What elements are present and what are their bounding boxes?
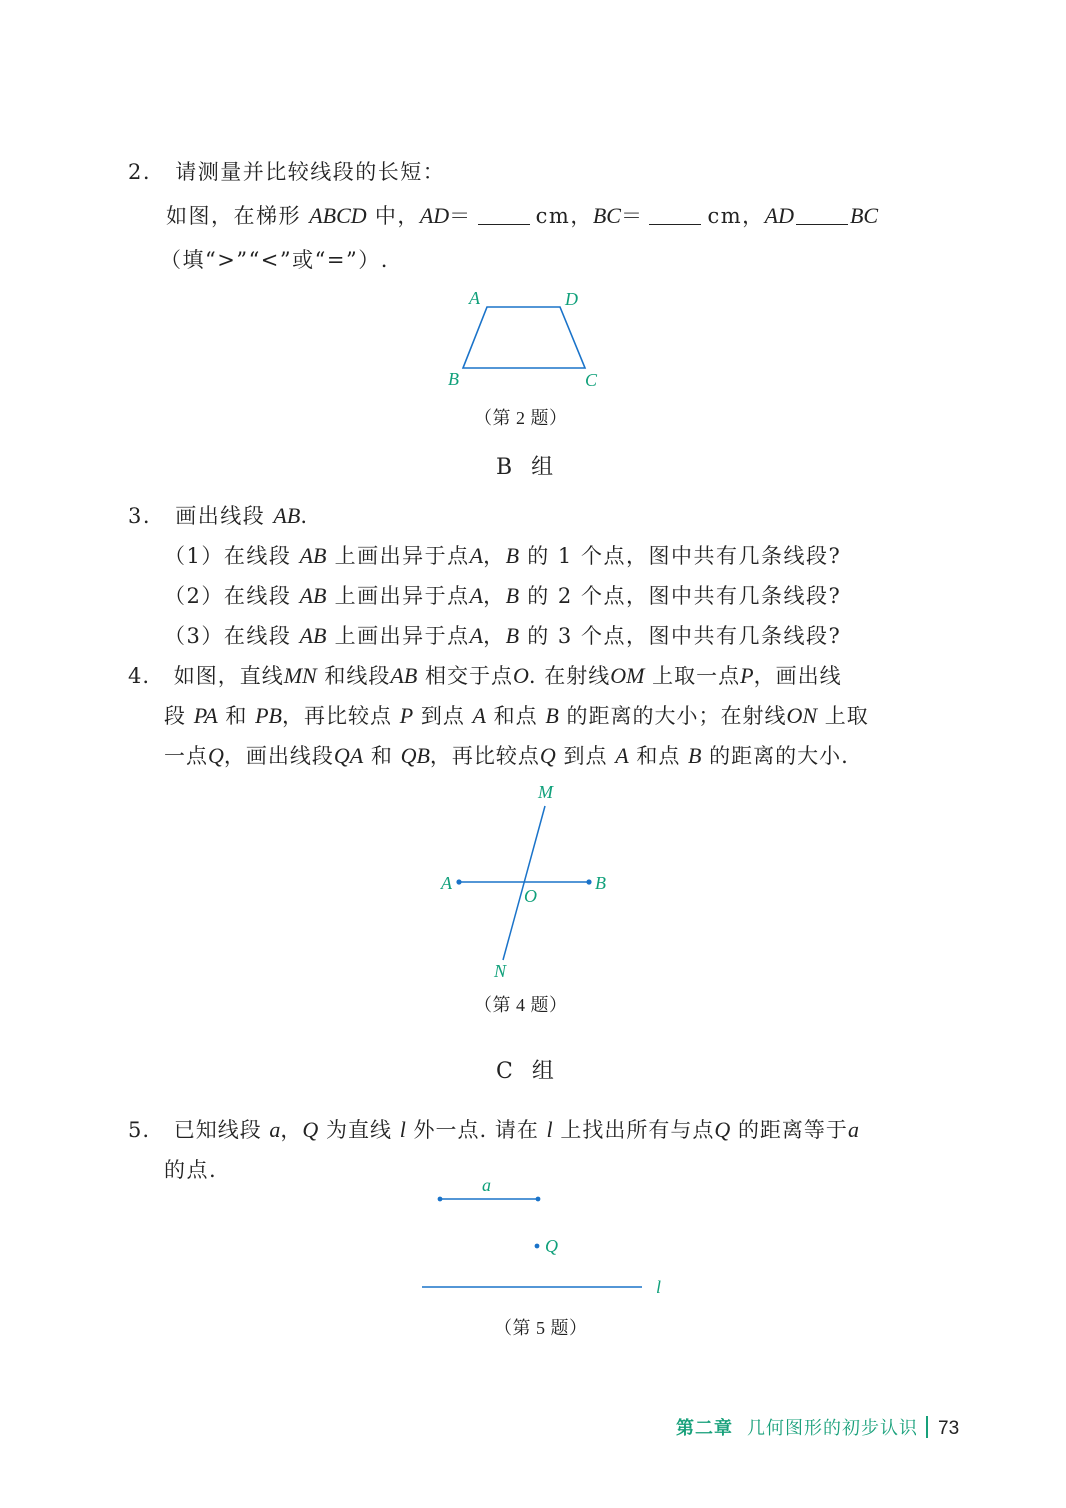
- math-var: QB: [400, 743, 430, 768]
- math-var: AD: [419, 203, 450, 228]
- text: 相交于点: [425, 664, 513, 688]
- problem-5-line-2: [164, 1156, 217, 1184]
- text: ，: [483, 544, 506, 568]
- math-var: ABCD: [309, 203, 367, 228]
- point-a: [456, 879, 461, 884]
- text: 上取: [824, 704, 869, 728]
- math-var: QA: [333, 743, 364, 768]
- text: ＝: [620, 204, 644, 228]
- text: ，再比较点: [282, 704, 392, 728]
- math-var: BC: [592, 203, 621, 228]
- text: ，画出线: [753, 664, 842, 688]
- math-var: a: [847, 1117, 859, 1142]
- math-var: PB: [255, 703, 282, 728]
- label-c: C: [585, 370, 598, 390]
- label-b: B: [448, 369, 459, 389]
- math-var: AB: [299, 623, 327, 648]
- problem-2-line-3: [160, 246, 389, 274]
- problem-4-line-1: [128, 662, 842, 690]
- math-var: Q: [539, 743, 556, 768]
- footer-divider: [926, 1416, 928, 1438]
- problem-number: 3.: [128, 504, 152, 528]
- answer-blank: [649, 206, 701, 225]
- math-var: a: [269, 1117, 281, 1142]
- group-heading-b: B 组: [496, 455, 560, 480]
- text: ，: [280, 1118, 303, 1142]
- text: （1）在线段: [164, 544, 292, 568]
- text: 上画出异于点: [334, 584, 470, 608]
- math-var: BC: [849, 203, 879, 228]
- problem-2-line-1: [128, 158, 445, 186]
- segment-point-line-figure: [410, 1170, 690, 1305]
- text: （2）在线段: [164, 584, 292, 608]
- page-number: 73: [938, 1418, 960, 1439]
- math-var: B: [505, 543, 520, 568]
- text: 的 1 个点，图中共有几条线段?: [527, 544, 842, 568]
- text: 的点.: [164, 1158, 218, 1182]
- text: 的 3 个点，图中共有几条线段?: [527, 624, 842, 648]
- answer-blank: [796, 206, 848, 225]
- text: 如图，在梯形: [166, 204, 301, 228]
- math-var: l: [399, 1117, 406, 1142]
- math-var: A: [469, 543, 484, 568]
- text: 的距离的大小.: [709, 744, 849, 768]
- text: ，: [483, 624, 506, 648]
- text: 一点: [164, 744, 208, 768]
- problem-3-sub-1: [164, 542, 841, 570]
- math-var: B: [688, 743, 702, 768]
- label-b: B: [595, 873, 606, 893]
- problem-3-sub-2: [164, 582, 841, 610]
- math-var: A: [472, 703, 486, 728]
- math-var: AB: [390, 663, 418, 688]
- label-o: O: [524, 886, 537, 906]
- problem-4-line-3: [164, 742, 849, 770]
- intersecting-lines-figure: [430, 780, 620, 990]
- text: 和: [225, 704, 248, 728]
- text: 段: [164, 704, 186, 728]
- text: 的 2 个点，图中共有几条线段?: [527, 584, 842, 608]
- math-var: Q: [714, 1117, 731, 1142]
- group-heading-c: C 组: [496, 1059, 560, 1084]
- math-var: MN: [283, 663, 317, 688]
- problem-3-sub-3: [164, 622, 841, 650]
- text: （填“>”“<”或“=”）.: [160, 248, 389, 272]
- math-var: B: [505, 583, 520, 608]
- text: （3）在线段: [164, 624, 292, 648]
- math-var: Q: [208, 743, 224, 768]
- label-a: A: [469, 288, 480, 308]
- chapter-label: 第二章: [676, 1418, 733, 1438]
- point-b: [586, 879, 591, 884]
- text: 和点: [636, 744, 681, 768]
- text: 中，: [374, 204, 420, 228]
- text: . 在射线: [528, 664, 611, 688]
- problem-5-line-1: [128, 1116, 859, 1144]
- math-var: PA: [193, 703, 218, 728]
- problem-number: 5.: [128, 1118, 151, 1142]
- math-var: l: [546, 1117, 553, 1142]
- problem-text: 请测量并比较线段的长短：: [175, 160, 446, 184]
- text: 上找出所有与点: [560, 1118, 715, 1142]
- text: 和点: [493, 704, 538, 728]
- problem-number: 2.: [128, 160, 152, 184]
- figure-caption: （第 5 题）: [494, 1318, 588, 1338]
- math-var: P: [740, 663, 754, 688]
- text: 外一点. 请在: [413, 1118, 539, 1142]
- text: 到点: [563, 744, 608, 768]
- text: 到点: [420, 704, 465, 728]
- math-var: B: [545, 703, 559, 728]
- line-mn: [503, 806, 545, 960]
- figure-caption: （第 4 题）: [474, 995, 568, 1015]
- math-var: ON: [786, 703, 818, 728]
- math-var: AB: [273, 503, 301, 528]
- text: 如图，直线: [173, 664, 284, 688]
- math-var: A: [469, 623, 484, 648]
- math-var: A: [469, 583, 484, 608]
- text: cm，: [707, 204, 765, 228]
- text: 为直线: [326, 1118, 392, 1142]
- math-var: P: [399, 703, 414, 728]
- text: ，再比较点: [429, 744, 540, 768]
- math-var: OM: [610, 663, 645, 688]
- chapter-title: 几何图形的初步认识: [747, 1418, 918, 1438]
- label-m: M: [538, 782, 553, 802]
- math-var: A: [615, 743, 629, 768]
- label-n: N: [494, 961, 507, 981]
- label-l: l: [656, 1277, 662, 1297]
- math-var: AB: [299, 583, 327, 608]
- text: 的距离等于: [737, 1118, 848, 1142]
- text: 上画出异于点: [334, 544, 470, 568]
- math-var: AB: [299, 543, 327, 568]
- label-d: D: [565, 289, 578, 309]
- problem-2-line-2: [166, 202, 878, 230]
- math-var: B: [505, 623, 520, 648]
- text: 上取一点: [652, 664, 741, 688]
- answer-blank: [478, 206, 530, 225]
- text: 和: [370, 744, 393, 768]
- problem-3-line-1: [128, 502, 309, 530]
- label-a: A: [441, 873, 452, 893]
- text: .: [300, 504, 309, 528]
- problem-4-line-2: [164, 702, 869, 730]
- label-a: a: [482, 1175, 491, 1195]
- text: ＝: [449, 204, 472, 228]
- page-footer: [676, 1414, 959, 1440]
- text: cm，: [535, 204, 593, 228]
- trapezoid-abcd: [463, 307, 585, 368]
- problem-number: 4.: [128, 664, 151, 688]
- label-q: Q: [545, 1236, 558, 1256]
- text: 和线段: [324, 664, 391, 688]
- text: 上画出异于点: [334, 624, 470, 648]
- text: ，画出线段: [223, 744, 334, 768]
- segment-a-endpoint: [438, 1197, 443, 1202]
- math-var: Q: [302, 1117, 319, 1142]
- point-q: [535, 1244, 540, 1249]
- segment-a-endpoint: [536, 1197, 541, 1202]
- text: 已知线段: [173, 1118, 262, 1142]
- figure-caption: （第 2 题）: [474, 408, 568, 428]
- trapezoid-figure: [440, 285, 620, 400]
- text: 画出线段: [175, 504, 266, 528]
- text: 的距离的大小；在射线: [566, 704, 787, 728]
- math-var: AD: [764, 203, 794, 228]
- math-var: O: [513, 663, 529, 688]
- text: ，: [483, 584, 506, 608]
